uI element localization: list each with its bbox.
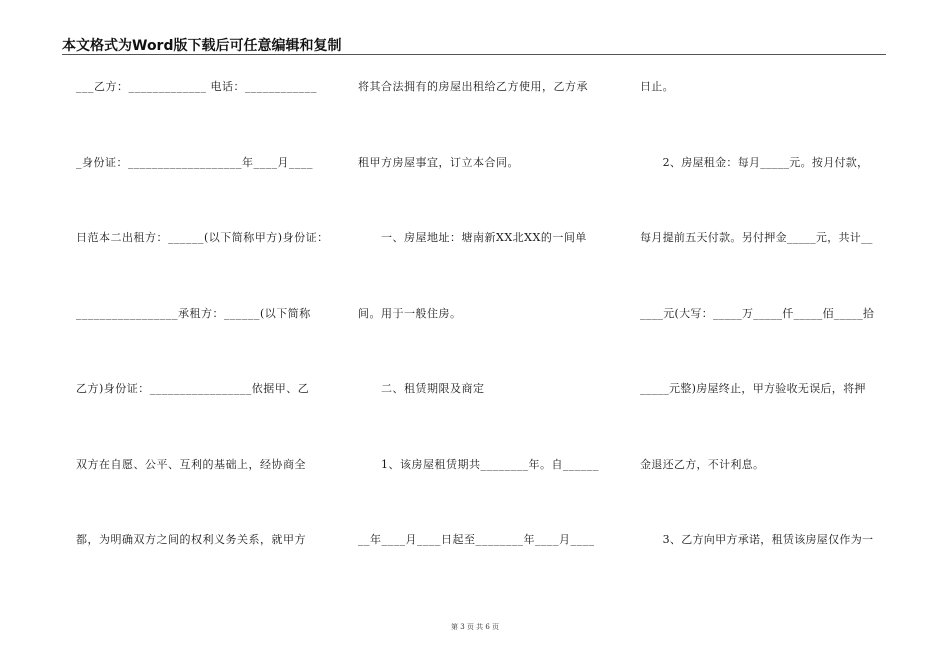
text-line: 2、房屋租金：每月_____元。按月付款， xyxy=(640,155,869,169)
text-line: 乙方)身份证：_________________依据甲、乙 xyxy=(76,382,310,395)
text-line: 日范本二出租方：______(以下简称甲方)身份证： xyxy=(76,231,329,244)
text-line: ____元(大写：_____万_____仟_____佰_____拾 xyxy=(640,306,875,320)
text-column-middle xyxy=(358,80,606,609)
text-line: 双方在自愿、公平、互利的基础上，经协商全 xyxy=(76,457,306,471)
text-line: 租甲方房屋事宜，订立本合同。 xyxy=(358,155,519,169)
text-line: _________________承租方：______(以下简称 xyxy=(76,306,311,320)
text-line: 二、租赁期限及商定 xyxy=(358,382,485,395)
text-line: 金退还乙方，不计利息。 xyxy=(640,457,765,471)
page-number-footer: 第 3 页 共 6 页 xyxy=(450,623,500,631)
text-line: __年____月____日起至________年____月____ xyxy=(358,533,595,546)
text-line: 3、乙方向甲方承诺，租赁该房屋仅作为一 xyxy=(640,533,874,546)
text-line: 将其合法拥有的房屋出租给乙方使用，乙方承 xyxy=(358,80,588,93)
text-line: ___乙方：_____________ 电话：____________ xyxy=(76,80,317,93)
text-line: 每月提前五天付款。另付押金_____元，共计__ xyxy=(640,231,873,244)
text-line: 日止。 xyxy=(640,80,674,93)
text-line: 间。用于一般住房。 xyxy=(358,306,462,320)
document-header-title: 本文格式为Word版下载后可任意编辑和复制 xyxy=(62,38,342,54)
text-line: 1、该房屋租赁期共________年。自______ xyxy=(358,457,599,471)
text-line: 一、房屋地址：塘南新XX北XX的一间单 xyxy=(358,231,587,244)
text-column-right xyxy=(640,80,888,609)
text-line: _____元整)房屋终止，甲方验收无误后，将押 xyxy=(640,382,866,395)
text-line: 都，为明确双方之间的权利义务关系，就甲方 xyxy=(76,533,306,546)
header-divider xyxy=(62,54,886,55)
text-line: _身份证：___________________年____月____ xyxy=(76,155,313,169)
text-column-left xyxy=(76,80,329,609)
